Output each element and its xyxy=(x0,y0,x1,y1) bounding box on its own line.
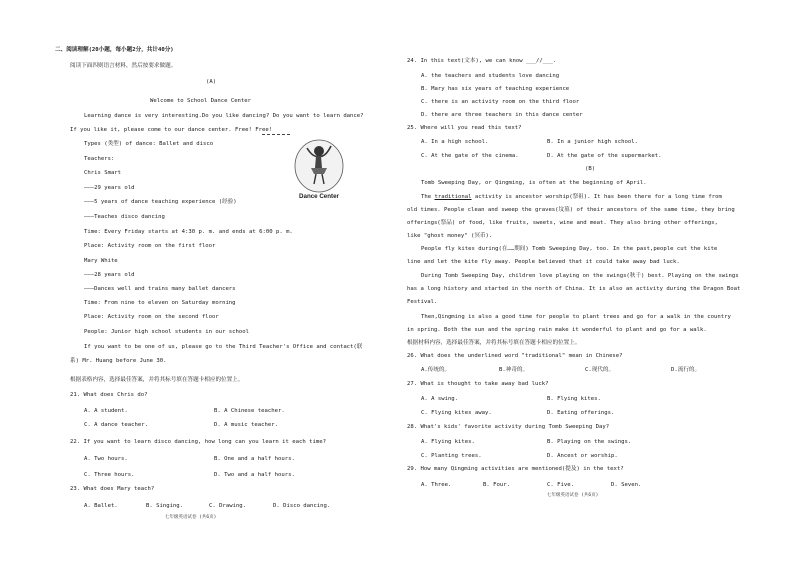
passage-a-line: Place: Activity room on the first floor xyxy=(84,243,216,249)
option-25a[interactable]: A. In a high school. xyxy=(421,139,489,145)
option-26c[interactable]: C.现代的。 xyxy=(585,367,615,373)
option-28a[interactable]: A. Flying kites. xyxy=(421,439,475,445)
passage-b-line: The traditional activity is ancestor worship(祭祖). It has been there for a long time from xyxy=(421,194,722,200)
option-27c[interactable]: C. Flying kites away. xyxy=(421,410,492,416)
option-24c[interactable]: C. there is an activity room on the third floor xyxy=(421,99,580,105)
option-21a[interactable]: A. A student. xyxy=(84,408,128,414)
option-25b[interactable]: B. In a junior high school. xyxy=(547,139,638,145)
option-24d[interactable]: D. there are three teachers in this dance center xyxy=(421,112,583,118)
option-27d[interactable]: D. Eating offerings. xyxy=(547,410,615,416)
question-25: 25. Where will you read this text? xyxy=(407,125,522,131)
right-page xyxy=(397,0,794,562)
passage-b-line: in spring. Both the sun and the spring rain make it wonderful to plant and go for a walk. xyxy=(407,327,707,333)
option-22d[interactable]: D. Two and a half hours. xyxy=(214,472,295,478)
option-21d[interactable]: D. A music teacher. xyxy=(214,422,278,428)
option-22c[interactable]: C. Three hours. xyxy=(84,472,135,478)
question-24: 24. In this text(文本), we can know ___//___. xyxy=(407,58,557,64)
passage-a-line: ———28 years old xyxy=(84,272,135,278)
passage-a-mark: (A) xyxy=(206,79,217,85)
option-29c[interactable]: C. Five. xyxy=(547,482,574,488)
option-28d[interactable]: D. Ancest or worship. xyxy=(547,453,618,459)
option-28c[interactable]: C. Planting trees. xyxy=(421,453,482,459)
passage-b-line: During Tomb Sweeping Day, children love playing on the swings(秋千) best. Playing on the swings xyxy=(421,273,739,279)
passage-b-line: line and let the kite fly away. People believed that it could take away bad luck. xyxy=(407,259,680,265)
section-header: 二、阅读理解(20小题，每小题2分，共计40分) xyxy=(55,47,174,53)
option-25d[interactable]: D. At the gate of the supermarket. xyxy=(547,153,662,159)
passage-a-line: Learning dance is very interesting.Do you like dancing? Do you want to learn dance? xyxy=(84,113,364,119)
passage-b-line: Festival. xyxy=(407,299,438,305)
passage-a-line: People: Junior high school students in our school xyxy=(84,329,250,335)
passage-a-line: ———29 years old xyxy=(84,185,135,191)
option-27a[interactable]: A. A swing. xyxy=(421,396,459,402)
logo-text: Dance Center xyxy=(299,193,339,200)
page-footer: 七年级英语试卷 (共6页) xyxy=(165,515,217,520)
dance-center-logo xyxy=(293,138,345,208)
passage-a-line: 系) Mr. Huang before June 30. xyxy=(70,358,167,364)
passage-a-line: Time: From nine to eleven on Saturday morning xyxy=(84,300,236,306)
question-26: 26. What does the underlined word "traditional" mean in Chinese? xyxy=(407,353,623,359)
question-23: 23. What does Mary teach? xyxy=(70,486,155,492)
option-25c[interactable]: C. At the gate of the cinema. xyxy=(421,153,519,159)
question-21: 21. What does Chris do? xyxy=(70,392,148,398)
passage-a-line: Mary White xyxy=(84,258,118,264)
passage-a-line: Chris Smart xyxy=(84,170,122,176)
option-29b[interactable]: B. Four. xyxy=(483,482,510,488)
option-26a[interactable]: A.传统的。 xyxy=(421,367,451,373)
passage-b-line: People fly kites during(在……期间) Tomb Sweeping Day, too. In the past,people cut the kite xyxy=(421,246,718,252)
option-24a[interactable]: A. the teachers and students love dancing xyxy=(421,73,560,79)
passage-a-line: Place: Activity room on the second floor xyxy=(84,314,219,320)
passage-a-line: ———Dances well and trains many ballet dancers xyxy=(84,286,236,292)
option-24b[interactable]: B. Mary has six years of teaching experience xyxy=(421,86,570,92)
question-28: 28. What's kids' favorite activity during Tomb Sweeping Day? xyxy=(407,424,610,430)
option-21b[interactable]: B. A Chinese teacher. xyxy=(214,408,285,414)
passage-a-title: Welcome to School Dance Center xyxy=(150,98,252,104)
question-22: 22. If you want to learn disco dancing, how long can you learn it each time? xyxy=(70,439,326,445)
underlined-word: traditional xyxy=(434,194,472,200)
option-29a[interactable]: A. Three. xyxy=(421,482,452,488)
passage-a-line: ———5 years of dance teaching experience (经验) xyxy=(84,199,237,205)
option-26b[interactable]: B.神奇的。 xyxy=(499,367,529,373)
passage-b-line: offerings(祭品) of food, like fruits, sweets, wine and meat. They also bring other offerings, xyxy=(407,220,718,226)
passage-a-line: Teachers: xyxy=(84,156,115,162)
question-29: 29. How many Qingming activities are mentioned(提及) in the text? xyxy=(407,466,624,472)
passage-a-line: ———Teaches disco dancing xyxy=(84,214,165,220)
option-23b[interactable]: B. Singing. xyxy=(146,503,184,509)
arrow-line xyxy=(262,134,290,136)
passage-a-line: If you want to be one of us, please go to the Third Teacher's Office and contact(联 xyxy=(84,344,363,350)
option-27b[interactable]: B. Flying kites. xyxy=(547,396,601,402)
option-23c[interactable]: C. Drawing. xyxy=(209,503,247,509)
passage-b-line: has a long history and started in the north of China. It is also an activity during the Dragon Boat xyxy=(407,286,741,292)
option-26d[interactable]: D.流行的。 xyxy=(671,367,701,373)
page-footer: 七年级英语试卷 (共6页) xyxy=(547,493,599,498)
option-22a[interactable]: A. Two hours. xyxy=(84,456,128,462)
passage-a-line: Types (类型) of dance: Ballet and disco xyxy=(84,141,214,147)
passage-a-line: Time: Every Friday starts at 4:30 p. m. and ends at 6:00 p. m. xyxy=(84,229,293,235)
question-27: 27. What is thought to take away bad luck? xyxy=(407,381,549,387)
passage-b-line: Tomb Sweeping Day, or Qingming, is often at the beginning of April. xyxy=(421,180,647,186)
passage-b-line: old times. People clean and sweep the graves(坟墓) of their ancestors of the same time, they bring xyxy=(407,207,735,213)
passage-b-line: like "ghost money" (冥币). xyxy=(407,233,493,239)
option-22b[interactable]: B. One and a half hours. xyxy=(214,456,295,462)
option-23a[interactable]: A. Ballet. xyxy=(84,503,118,509)
instruction-2: 根据表格内容，选择最佳答案，并将其标号填在答题卡相应的位置上。 xyxy=(70,377,244,383)
passage-b-line: Then,Qingming is also a good time for people to plant trees and go for a walk in the country xyxy=(421,314,731,320)
option-29d[interactable]: D. Seven. xyxy=(611,482,642,488)
option-21c[interactable]: C. A dance teacher. xyxy=(84,422,148,428)
option-28b[interactable]: B. Playing on the swings. xyxy=(547,439,632,445)
section-instruction: 阅读下面四则语言材料，然后按要求做题。 xyxy=(70,63,177,69)
passage-a-line: If you like it, please come to our dance center. Free! Free! xyxy=(70,127,273,133)
instruction-3: 根据材料内容，选择最佳答案，并将其标号填在答题卡相应的位置上。 xyxy=(407,340,581,346)
option-23d[interactable]: D. Disco dancing. xyxy=(273,503,331,509)
passage-b-mark: (B) xyxy=(585,166,596,172)
